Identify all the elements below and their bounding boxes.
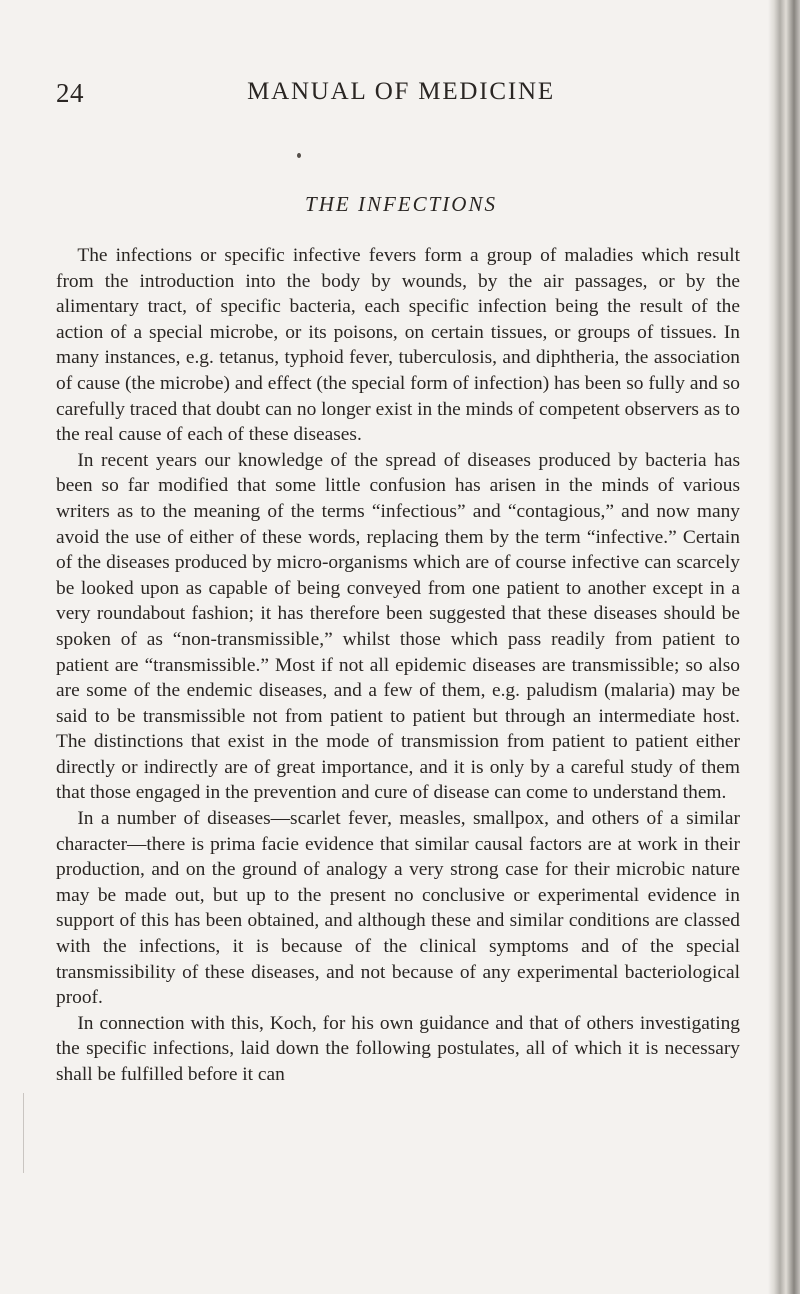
body-text bbox=[56, 243, 740, 1088]
paragraph-3: In a number of diseases—scarlet fever, measles, smallpox, and others of a similar character—there is prima facie evidence that similar causal factors are at work in their production, and on the ground of analogy a very strong case for their microbic nature may be made out, but up to the present no conclusive or experimental evidence in support of this has been obtained, and although these and similar conditions are classed with the infections, it is because of the clinical symptoms and of the special transmissibility of these diseases, and not because of any experimental bacteriological proof. bbox=[56, 808, 740, 1009]
scan-crease-line bbox=[23, 1093, 24, 1173]
running-head: MANUAL OF MEDICINE bbox=[247, 78, 555, 105]
page-binding-edge bbox=[768, 0, 800, 1294]
paragraph-2: In recent years our knowledge of the spread of diseases produced by bacteria has been so far modified that some little confusion has arisen in the minds of various writers as to the meaning of the terms “infectious” and “contagious,” and now many avoid the use of either of these words, replacing them by the term “infective.” Certain of the diseases produced by micro-organisms which are of course infective can scarcely be looked upon as capable of being conveyed from one patient to another except in a very roundabout fashion; it has therefore been suggested that these diseases should be spoken of as “non-transmissible,” whilst those which pass readily from patient to patient are “transmissible.” Most if not all epidemic diseases are transmissible; so also are some of the endemic diseases, and a few of them, e.g. paludism (malaria) may be said to be transmissible not from patient to patient but through an intermediate host. The distinctions that exist in the mode of transmission from patient to patient either directly or indirectly are of great importance, and it is only by a careful study of them that those engaged in the prevention and cure of disease can come to understand them. bbox=[56, 449, 740, 804]
paragraph-1: The infections or specific infective fevers form a group of maladies which result from the introduction into the body by wounds, by the air passages, or by the alimentary tract, of specific bacteria, each specific infection being the result of the action of a special microbe, or its poisons, on certain tissues, or groups of tissues. In many instances, e.g. tetanus, typhoid fever, tuberculosis, and diphtheria, the association of cause (the microbe) and effect (the special form of infection) has been so fully and so carefully traced that doubt can no longer exist in the minds of competent observers as to the real cause of each of these diseases. bbox=[56, 245, 740, 446]
paragraph-4: In connection with this, Koch, for his own guidance and that of others investigating the specific infections, laid down the following postulates, all of which it is necessary shall be fulfilled before it can bbox=[56, 1012, 740, 1085]
print-speck bbox=[297, 153, 301, 158]
section-title: THE INFECTIONS bbox=[305, 192, 497, 216]
page-number: 24 bbox=[56, 78, 84, 108]
page-header bbox=[56, 78, 746, 110]
